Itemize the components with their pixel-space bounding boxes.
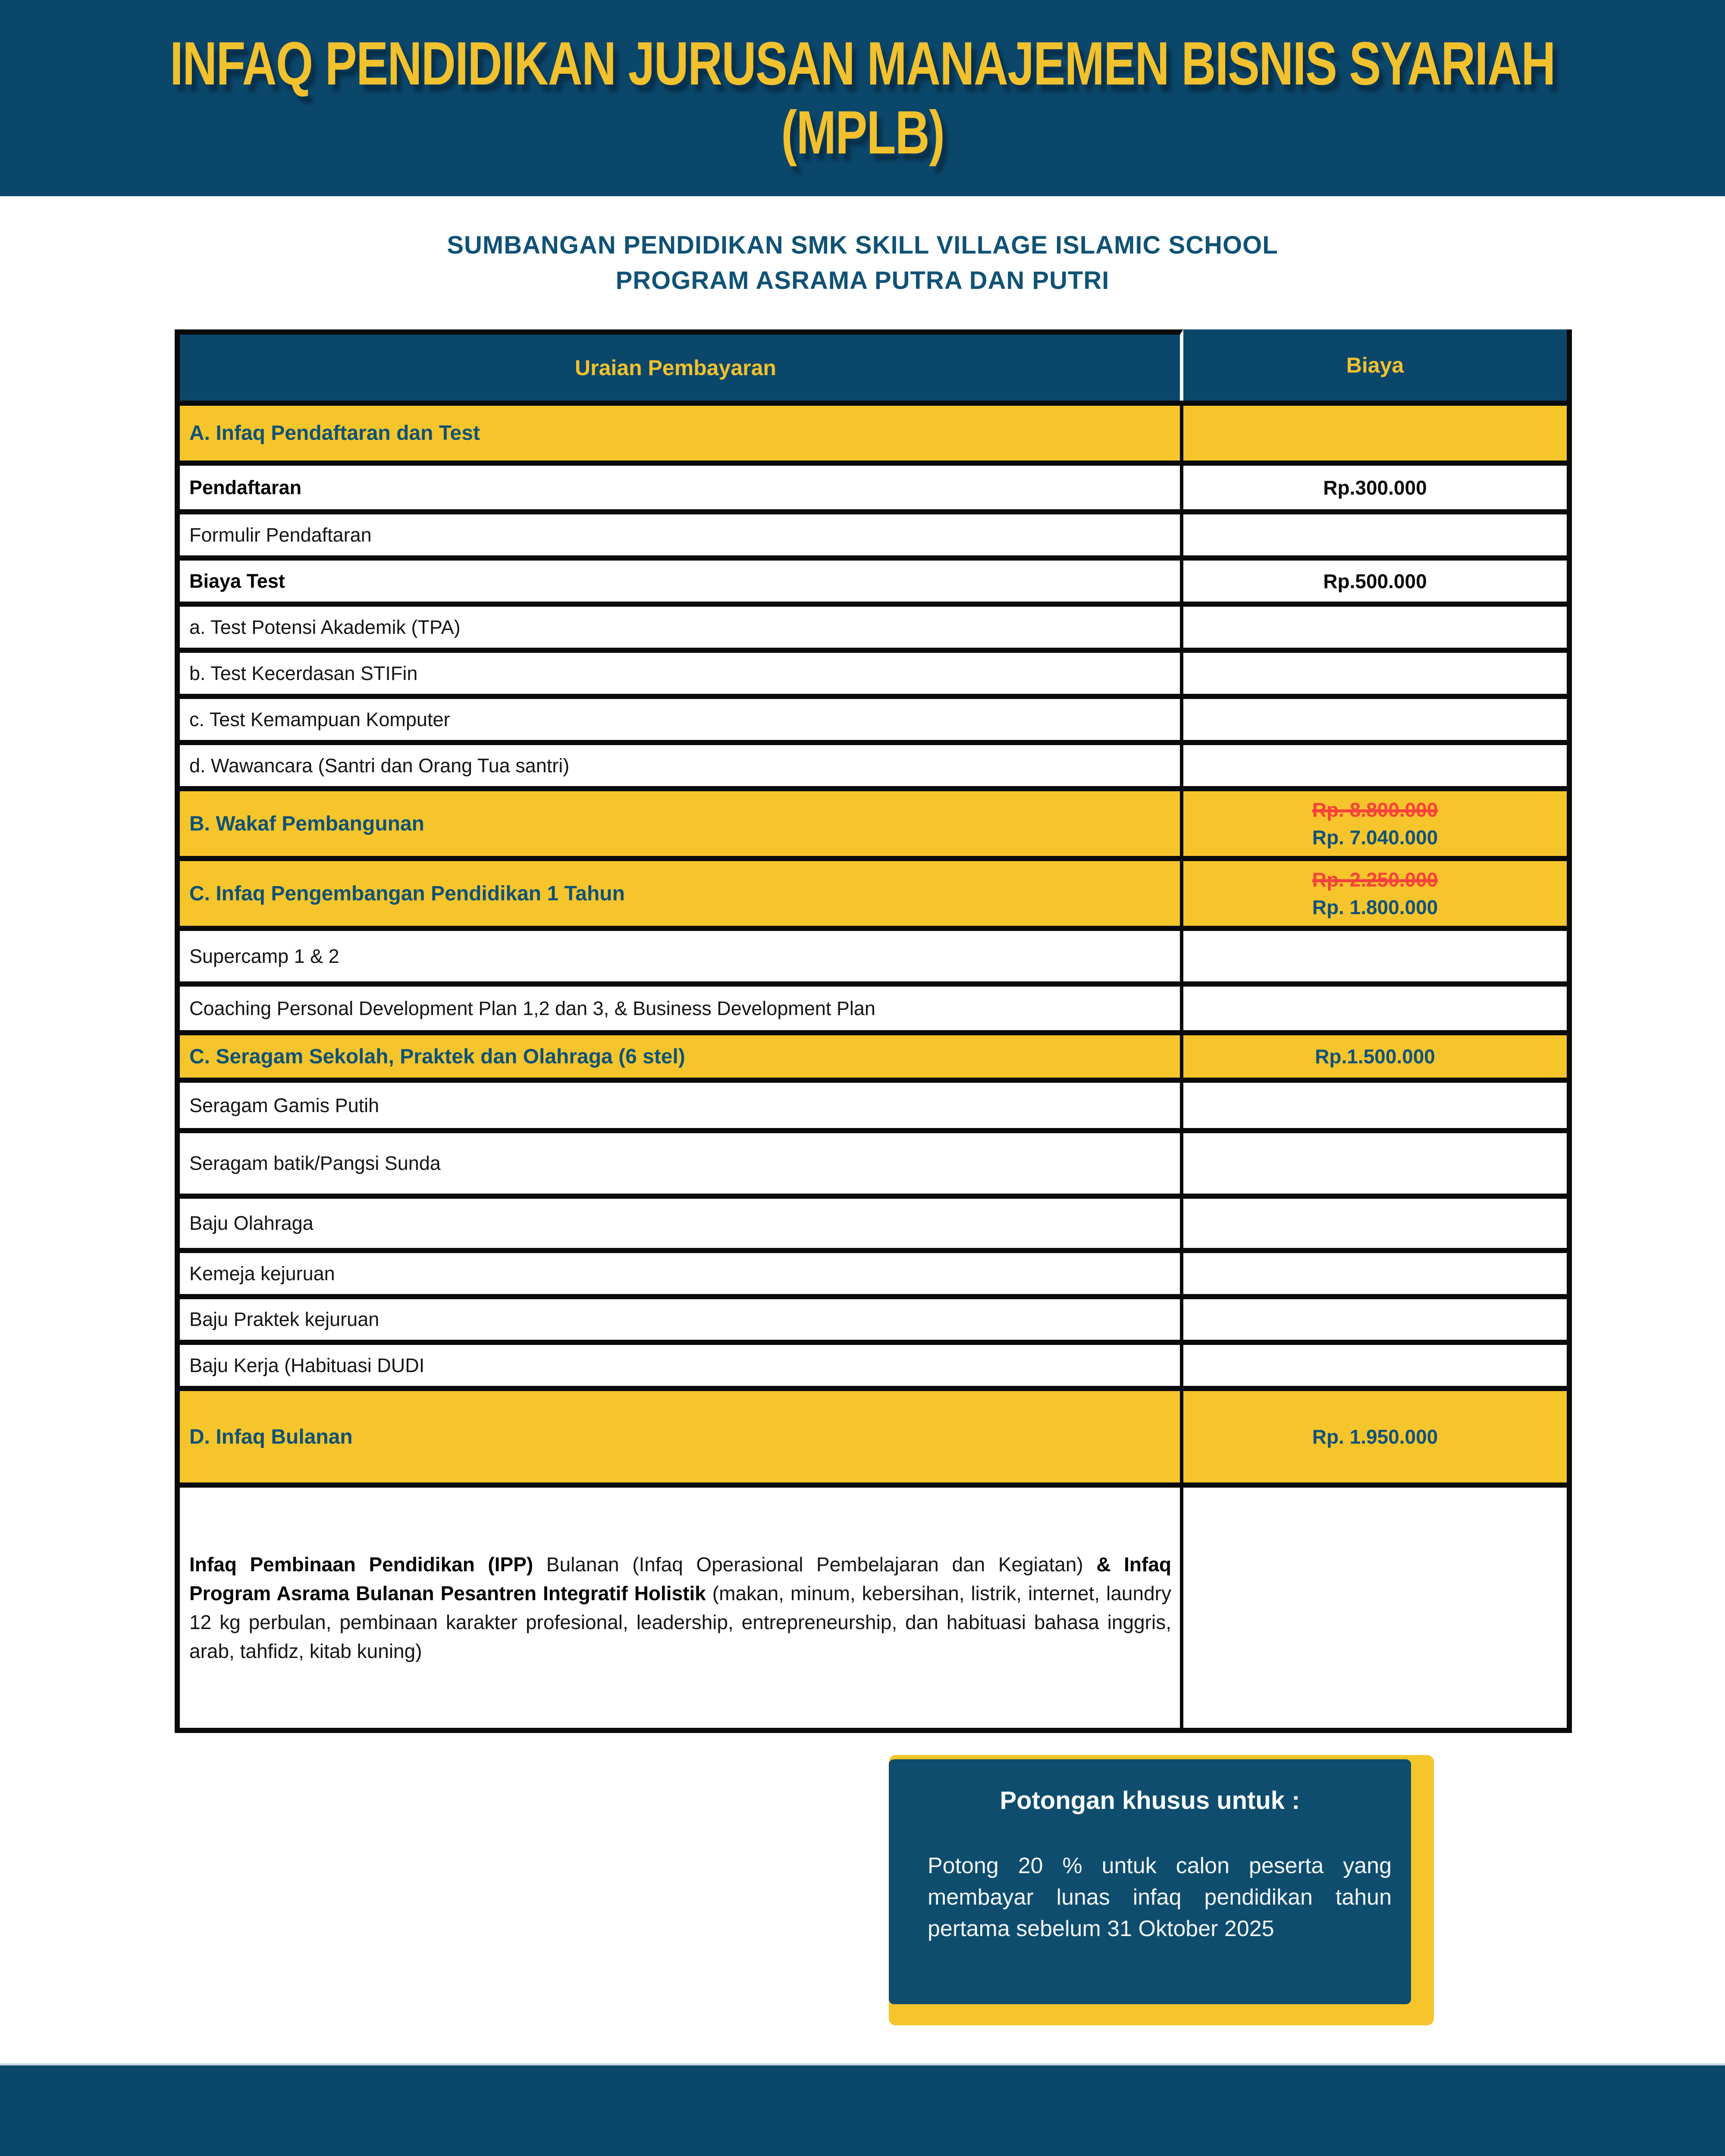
item-label: Formulir Pendaftaran [189, 523, 372, 546]
ipp-note-paragraph: Infaq Pembinaan Pendidikan (IPP) Bulanan (Infaq Operasional Pembelajaran dan Kegiatan) & Infaq Program Asrama Bulanan Pesantren Integratif Holistik (makan, minum, kebersihan, listrik, internet, laundry 12 kg perbulan, pembinaan karakter profesional, leadership, entrepreneurship, dan habituasi bahasa inggris, arab, tahfidz, kitab kuning) [189, 1553, 1171, 1662]
item-label: Pendaftaran [189, 476, 302, 498]
document-subtitle [0, 228, 1725, 298]
table-row [180, 1194, 1567, 1248]
table-row-section-b [180, 786, 1567, 856]
table-row [180, 648, 1567, 694]
column-header-biaya: Biaya [1183, 329, 1567, 401]
page-title-line1: INFAQ PENDIDIKAN JURUSAN MANAJEMEN BISNIS SYARIAH [170, 29, 1555, 98]
table-row [180, 1128, 1567, 1194]
page-footer-band [0, 2063, 1725, 2156]
table-row [180, 926, 1567, 981]
item-label: b. Test Kecerdasan STIFin [189, 662, 418, 684]
table-row-section-a [180, 401, 1567, 461]
column-header-uraian-pembayaran: Uraian Pembayaran [180, 329, 1183, 401]
table-row-section-c-infaq [180, 856, 1567, 926]
page-title-line2: (MPLB) [781, 98, 944, 167]
item-label: Kemeja kejuruan [189, 1262, 335, 1285]
item-label: d. Wawancara (Santri dan Orang Tua santri) [189, 754, 570, 777]
price-value: Rp. 1.800.000 [1312, 896, 1438, 918]
item-label: Baju Kerja (Habituasi DUDI [189, 1354, 425, 1376]
item-label: a. Test Potensi Akademik (TPA) [189, 616, 461, 638]
section-label: A. Infaq Pendaftaran dan Test [189, 422, 480, 445]
table-row-note [180, 1482, 1567, 1728]
payment-table [175, 329, 1572, 1733]
item-label: Supercamp 1 & 2 [189, 945, 339, 967]
table-row [180, 461, 1567, 509]
price-value: Rp. 7.040.000 [1312, 826, 1438, 849]
table-row [180, 1248, 1567, 1294]
table-row [180, 694, 1567, 740]
subtitle-line1: SUMBANGAN PENDIDIKAN SMK SKILL VILLAGE ISLAMIC SCHOOL [447, 231, 1278, 259]
item-label: Biaya Test [189, 570, 285, 592]
table-row [180, 740, 1567, 786]
subtitle-line2: PROGRAM ASRAMA PUTRA DAN PUTRI [615, 266, 1110, 295]
item-label: Coaching Personal Development Plan 1,2 dan 3, & Business Development Plan [189, 997, 875, 1019]
price-value: Rp.500.000 [1323, 570, 1427, 592]
table-row [180, 1340, 1567, 1386]
table-row [180, 555, 1567, 602]
table-row [180, 981, 1567, 1030]
item-label: c. Test Kemampuan Komputer [189, 708, 450, 730]
item-label: Baju Praktek kejuruan [189, 1308, 380, 1330]
section-label: C. Infaq Pengembangan Pendidikan 1 Tahun [189, 882, 625, 905]
table-row-section-d [180, 1386, 1567, 1482]
old-price-strikethrough: Rp. 8.800.000 [1312, 799, 1438, 821]
table-row [180, 1078, 1567, 1128]
section-label: C. Seragam Sekolah, Praktek dan Olahraga (6 stel) [189, 1045, 685, 1068]
item-label: Baju Olahraga [189, 1212, 314, 1234]
item-label: Seragam batik/Pangsi Sunda [189, 1152, 441, 1174]
discount-box-body: Potong 20 % untuk calon peserta yang membayar lunas infaq pendidikan tahun pertama sebelum 31 Oktober 2025 [928, 1853, 1392, 1941]
discount-box [889, 1759, 1411, 2004]
table-row [180, 602, 1567, 648]
section-label: D. Infaq Bulanan [189, 1425, 353, 1448]
old-price-strikethrough: Rp. 2.250.000 [1312, 868, 1438, 891]
table-header-row [180, 329, 1567, 401]
item-label: Seragam Gamis Putih [189, 1094, 380, 1116]
price-value: Rp.300.000 [1323, 476, 1427, 499]
table-row [180, 1294, 1567, 1340]
price-value: Rp.1.500.000 [1315, 1045, 1435, 1068]
page-header-banner [0, 0, 1725, 196]
table-row [180, 509, 1567, 555]
section-label: B. Wakaf Pembangunan [189, 812, 424, 835]
price-value: Rp. 1.950.000 [1312, 1426, 1438, 1448]
discount-box-title: Potongan khusus untuk : [1000, 1786, 1300, 1814]
table-row-section-c-seragam [180, 1030, 1567, 1078]
